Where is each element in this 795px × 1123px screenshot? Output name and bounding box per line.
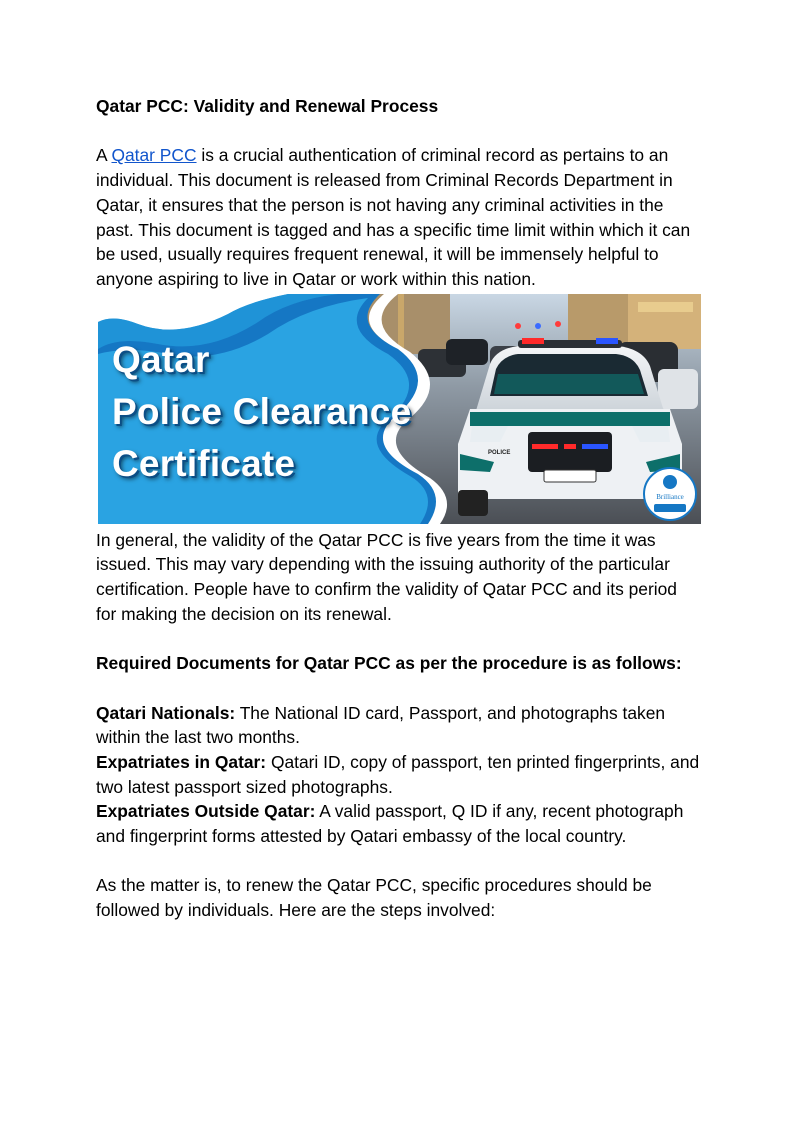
requirement-label: Expatriates Outside Qatar: <box>96 801 316 822</box>
banner-line-3: Certificate <box>112 442 296 484</box>
renewal-paragraph: As the matter is, to renew the Qatar PCC, specific procedures should be followed by individuals. Here are the steps involved: <box>96 875 652 921</box>
requirement-item <box>96 701 702 750</box>
banner-line-1: Qatar <box>112 338 210 380</box>
intro-prefix: A <box>96 145 112 166</box>
requirement-text: Qatari ID, copy of passport, ten printed fingerprints, and two latest passport sized photographs. <box>96 751 700 797</box>
requirement-text: A valid passport, Q ID if any, recent photograph and fingerprint forms attested by Qatari embassy of the local country. <box>96 801 684 847</box>
banner-line-2: Police Clearance <box>112 390 412 432</box>
document-body <box>96 94 702 923</box>
qatar-pcc-link[interactable]: Qatar PCC <box>111 145 197 166</box>
requirement-item <box>96 750 702 799</box>
requirement-label: Expatriates in Qatar: <box>96 751 267 772</box>
intro-text: is a crucial authentication of criminal record as pertains to an individual. This document is released from Criminal Records Department in Qatar, it ensures that the person is not having any criminal activities in the past. This document is tagged and has a specific time limit within which it can be used, usually requires frequent renewal, it will be immensely helpful to anyone aspiring to live in Qatar or work within this nation. <box>96 145 691 289</box>
plate-text: POLICE <box>488 449 511 456</box>
requirement-label: Qatari Nationals: <box>96 702 236 723</box>
docs-heading: Required Documents for Qatar PCC as per the procedure is as follows: <box>96 653 682 674</box>
banner-image <box>98 294 701 524</box>
intro-paragraph <box>96 143 702 291</box>
document-title: Qatar PCC: Validity and Renewal Process <box>96 96 439 116</box>
logo-text: Brilliance <box>656 492 684 501</box>
validity-paragraph: In general, the validity of the Qatar PCC is five years from the time it was issued. This may vary depending with the issuing authority of the particular certification. People have to confirm the validity of Qatar PCC and its period for making the decision on its renewal. <box>96 529 677 624</box>
requirement-item <box>96 799 702 848</box>
banner-title <box>112 334 411 490</box>
requirement-text: The National ID card, Passport, and photographs taken within the last two months. <box>96 702 666 748</box>
